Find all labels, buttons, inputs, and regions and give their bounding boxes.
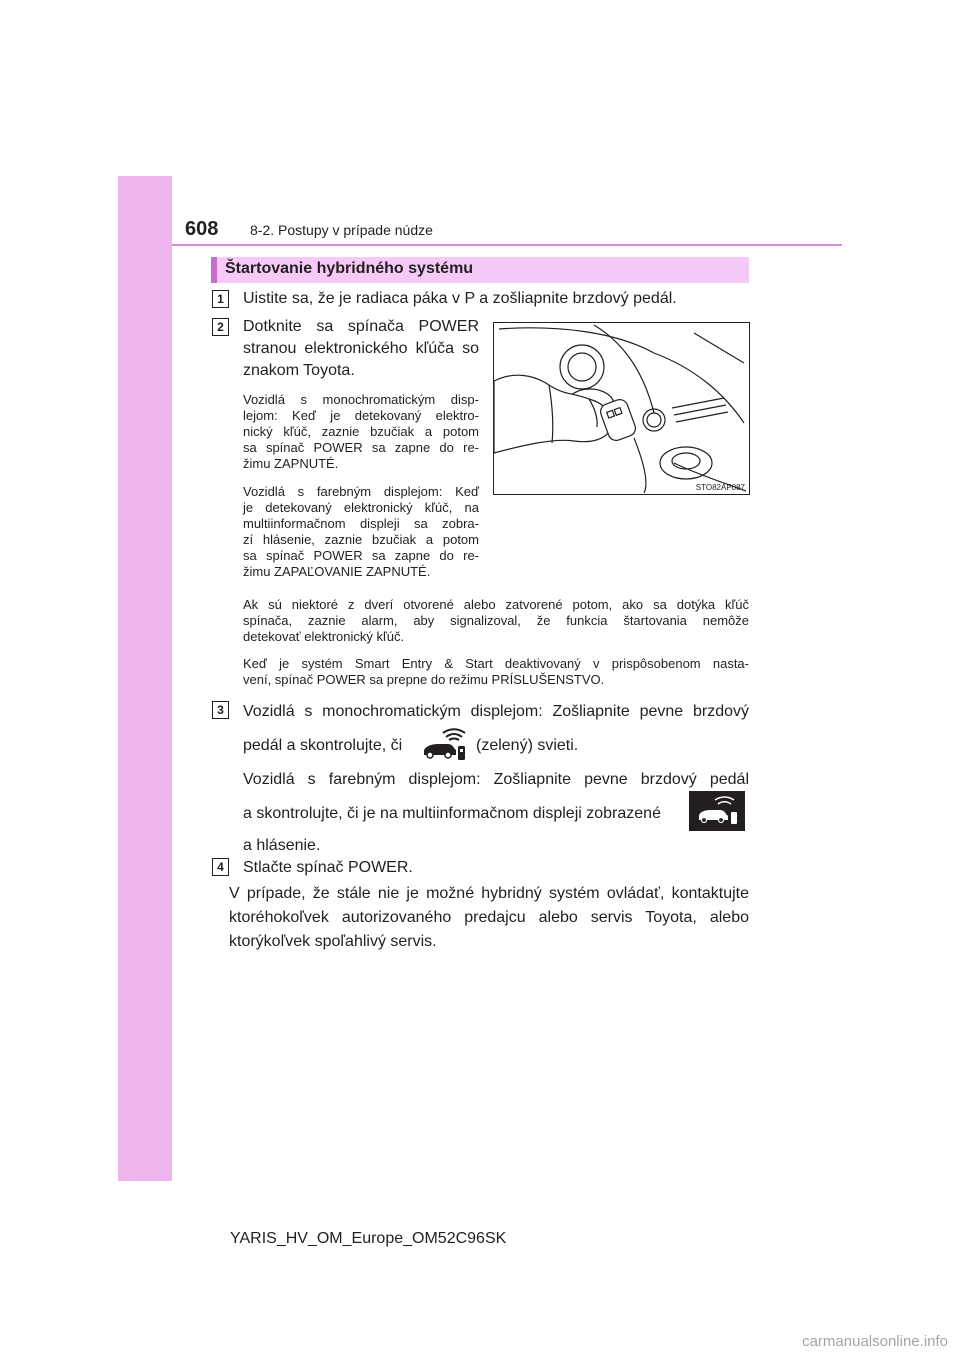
note-color-display xyxy=(243,484,479,580)
watermark: carmanualsonline.info xyxy=(802,1333,948,1350)
note-line: Vozidlá s farebným displejom: Keď xyxy=(243,484,479,499)
note-line: vení, spínač POWER sa prepne do režimu PRÍSLUŠENSTVO. xyxy=(243,672,605,687)
procedure-banner xyxy=(211,257,749,283)
step-3-mono-line-1: Vozidlá s monochromatickým displejom: Zošliapnite pevne brzdový xyxy=(243,703,749,720)
note-smart-entry xyxy=(243,656,749,688)
final-note-line: ktoréhokoľvek autorizovaného predajcu alebo servis Toyota, alebo xyxy=(229,909,749,926)
banner-tab xyxy=(211,257,217,283)
display-message-icon-drawing xyxy=(689,791,745,831)
illustration-drawing xyxy=(494,323,749,494)
note-line: žimu ZAPNUTÉ. xyxy=(243,456,339,471)
illustration-key-touching-power-switch xyxy=(493,322,750,495)
note-line: multiinformačnom displeji sa zobra- xyxy=(243,516,479,531)
page-number: 608 xyxy=(185,218,219,240)
note-line: spínača, zaznie alarm, aby signalizoval, že funkcia štartovania nemôže xyxy=(243,613,749,628)
ready-car-key-icon xyxy=(420,728,468,762)
step-number-4: 4 xyxy=(212,858,229,876)
note-line: nický kľúč, zaznie bzučiak a potom xyxy=(243,424,479,439)
step-2-text xyxy=(243,316,479,382)
note-line: sa spínač POWER sa zapne do re- xyxy=(243,440,479,455)
note-line: lejom: Keď je detekovaný elektro- xyxy=(243,408,479,423)
step-3-color-line-1: Vozidlá s farebným displejom: Zošliapnite pevne brzdový pedál xyxy=(243,771,749,788)
figure-code: STO82AP087 xyxy=(695,483,745,492)
section-title: 8-2. Postupy v prípade núdze xyxy=(250,222,433,238)
header-divider xyxy=(172,244,842,246)
step-2-line: znakom Toyota. xyxy=(243,362,355,379)
final-note-line: ktorýkoľvek spoľahlivý servis. xyxy=(229,933,437,950)
step-2-line: Dotknite sa spínača POWER xyxy=(243,318,479,335)
note-line: žimu ZAPAĽOVANIE ZAPNUTÉ. xyxy=(243,564,431,579)
document-id-footer: YARIS_HV_OM_Europe_OM52C96SK xyxy=(230,1230,507,1247)
step-3-mono-line-2a: pedál a skontrolujte, či xyxy=(243,737,403,754)
final-note-line: V prípade, že stále nie je možné hybridný systém ovládať, kontaktujte xyxy=(229,885,749,902)
step-number-3: 3 xyxy=(212,701,229,719)
step-3-color-line-2: a skontrolujte, či je na multiinformačnom displeji zobrazené xyxy=(243,805,661,822)
step-number-1: 1 xyxy=(212,290,229,308)
chapter-sidebar xyxy=(118,176,172,1181)
note-line: Vozidlá s monochromatickým disp- xyxy=(243,392,479,407)
note-door-alarm xyxy=(243,597,749,645)
banner-title: Štartovanie hybridného systému xyxy=(225,260,474,277)
note-mono-display xyxy=(243,392,479,472)
step-number-2: 2 xyxy=(212,318,229,336)
step-2-line: stranou elektronického kľúča so xyxy=(243,340,479,357)
step-1-text: Uistite sa, že je radiaca páka v P a zošliapnite brzdový pedál. xyxy=(243,290,677,307)
note-line: Keď je systém Smart Entry & Start deaktivovaný v prispôsobenom nasta- xyxy=(243,656,749,671)
note-line: sa spínač POWER sa zapne do re- xyxy=(243,548,479,563)
note-line: zí hlásenie, zaznie bzučiak a potom xyxy=(243,532,479,547)
display-message-icon xyxy=(689,791,745,831)
final-note xyxy=(229,882,749,954)
note-line: je detekovaný elektronický kľúč, na xyxy=(243,500,479,515)
step-3-color-line-3: a hlásenie. xyxy=(243,837,321,854)
note-line: Ak sú niektoré z dverí otvorené alebo zatvorené potom, ako sa dotýka kľúč xyxy=(243,597,749,612)
step-4-text: Stlačte spínač POWER. xyxy=(243,859,413,876)
step-3-mono-line-2b: (zelený) svieti. xyxy=(476,737,579,754)
note-line: detekovať elektronický kľúč. xyxy=(243,629,405,644)
